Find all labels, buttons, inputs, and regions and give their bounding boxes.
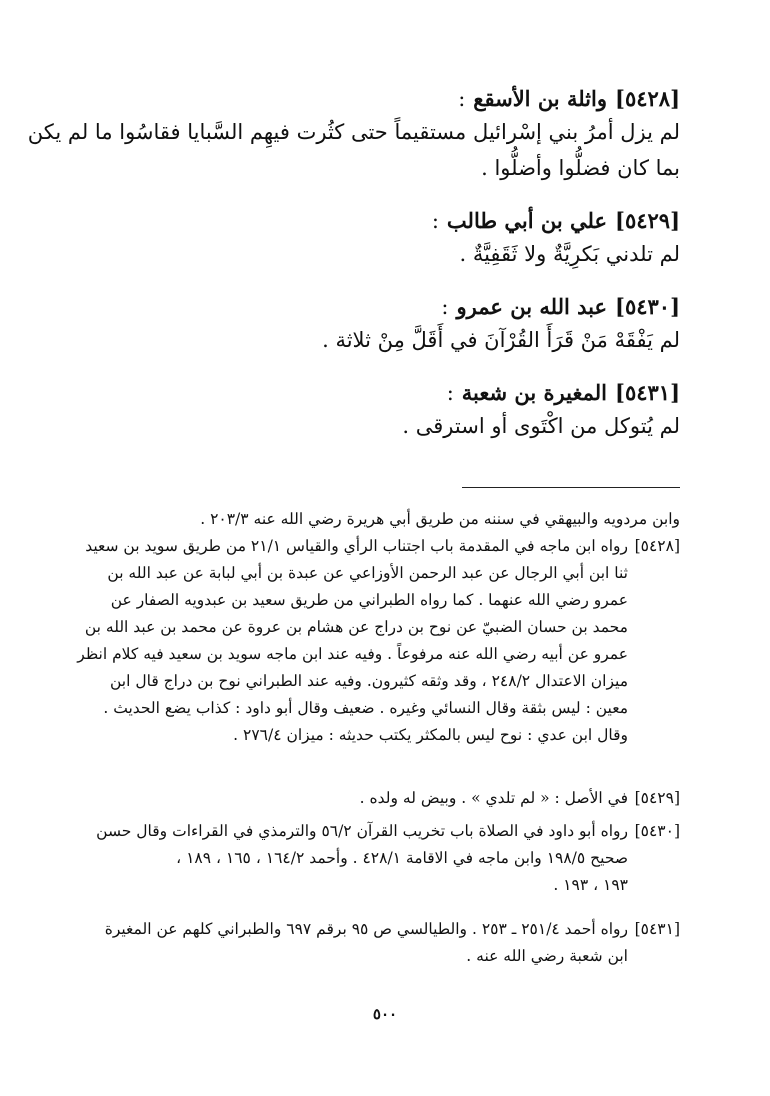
hadith-text [80, 408, 680, 444]
entry-number: [٥٤٣٠] [615, 294, 680, 319]
footnote-line: محمد بن حسان الضبيّ عن نوح بن دراج عن هشام بن عروة عن محمد بن عبد الله بن [84, 618, 628, 636]
footnote-number: [٥٤٢٩] [634, 789, 680, 807]
footnote-line: ثنا ابن أبي الرجال عن عبد الرحمن الأوزاعي عن عبدة بن أبي لبابة عن عبد الله بن [107, 564, 628, 582]
footnote-line: ميزان الاعتدال ٢٤٨/٢ ، وقد وثقه كثيرون. وفيه عند الطبراني نوح بن دراج قال ابن [110, 672, 628, 690]
footnote-line: رواه أبو داود في الصلاة باب تخريب القرآن ٥٦/٢ والترمذي في القراءات وقال حسن [96, 822, 628, 840]
footnote-line: ابن شعبة رضي الله عنه . [466, 947, 628, 965]
footnote-separator [462, 487, 680, 488]
hadith-text [80, 236, 680, 272]
heading-colon: : [441, 295, 449, 319]
footnote-text [60, 916, 628, 970]
hadith-entry [80, 292, 680, 358]
hadith-entry [80, 378, 680, 444]
footnote-line: وقال ابن عدي : نوح ليس بالمكثر يكتب حديثه : ميزان ٢٧٦/٤ . [233, 726, 628, 744]
hadith-line: لم يُتوكل من اكْتَوى أو استرقى . [402, 414, 680, 438]
hadith-entry [27, 84, 680, 186]
footnote-line: صحيح ١٩٨/٥ وابن ماجه في الاقامة ٤٢٨/١ . وأحمد ١٦٤/٢ ، ١٦٥ ، ١٨٩ ، [176, 849, 628, 867]
footnote-line: رواه ابن ماجه في المقدمة باب اجتناب الرأي والقياس ٢١/١ من طريق سويد بن سعيد [85, 537, 628, 555]
heading-colon: : [446, 381, 454, 405]
heading-colon: : [458, 87, 466, 111]
footnote [60, 785, 680, 812]
footnote-number: [٥٤٢٨] [634, 537, 680, 555]
entry-heading [80, 206, 680, 236]
footnote-line: عمرو رضي الله عنهما . كما رواه الطبراني من طريق سعيد بن عبدويه الصفار عن [110, 591, 628, 609]
footnote-continuation: وابن مردويه والبيهقي في سننه من طريق أبي هريرة رضي الله عنه ٢٠٣/٣ . [200, 510, 680, 528]
footnote-text [60, 818, 628, 899]
heading-colon: : [431, 209, 439, 233]
footnote-number: [٥٤٣١] [634, 920, 680, 938]
entry-heading [80, 378, 680, 408]
narrator-name: عبد الله بن عمرو [456, 294, 607, 319]
footnote-number: [٥٤٣٠] [634, 822, 680, 840]
footnote-line: معين : ليس بثقة وقال النسائي وغيره . ضعيف وقال أبو داود : كذاب يضع الحديث . [103, 699, 628, 717]
entry-heading [80, 292, 680, 322]
entry-heading [80, 84, 680, 114]
entry-number: [٥٤٣١] [615, 380, 680, 405]
footnote-line: ١٩٣ ، ١٩٣ . [553, 876, 628, 894]
narrator-name: المغيرة بن شعبة [461, 380, 607, 405]
footnote-line: في الأصل : « لم تلدي » . وبيض له ولده . [359, 789, 628, 807]
entry-number: [٥٤٢٩] [615, 208, 680, 233]
hadith-line: لم تلدني بَكرِيَّةٌ ولا ثَقَفِيَّةٌ . [459, 242, 680, 266]
footnote [60, 916, 680, 970]
footnote-line: رواه أحمد ٢٥١/٤ ـ ٢٥٣ . والطيالسي ص ٩٥ برقم ٦٩٧ والطبراني كلهم عن المغيرة [104, 920, 628, 938]
hadith-entry [80, 206, 680, 272]
footnote [60, 818, 680, 899]
narrator-name: واثلة بن الأسقع [473, 86, 607, 111]
footnote-text [60, 785, 628, 812]
page-number: ٥٠٠ [372, 1005, 398, 1023]
footnote [60, 533, 680, 749]
footnote-line: عمرو عن أبيه رضي الله عنه مرفوعاً . وفيه عند ابن ماجه سويد بن سعيد فيه كلام انظر [77, 645, 628, 663]
hadith-text [27, 114, 680, 186]
narrator-name: علي بن أبي طالب [446, 208, 607, 233]
hadith-line: لم يَفْقَهْ مَنْ قَرَأَ القُرْآنَ في أَقَلَّ مِنْ ثلاثة . [322, 328, 680, 352]
entry-number: [٥٤٢٨] [615, 86, 680, 111]
hadith-line: بما كان فضلُّوا وأضلُّوا . [481, 156, 680, 180]
footnote-text [60, 533, 628, 749]
hadith-text [80, 322, 680, 358]
hadith-line: لم يزل أمرُ بني إسْرائيل مستقيماً حتى كثُرت فيهِم السَّبايا فقاسُوا ما لم يكن [27, 120, 680, 144]
